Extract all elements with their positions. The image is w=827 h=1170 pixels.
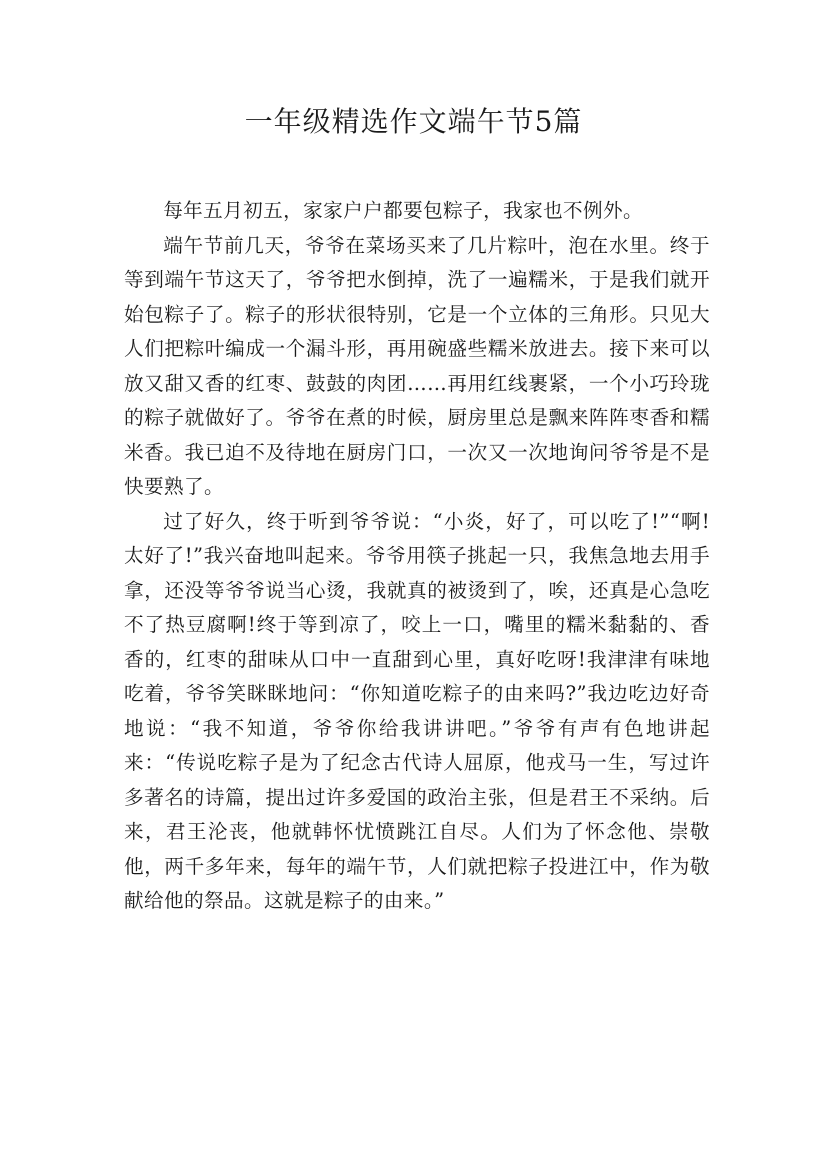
paragraph-3: 过了好久，终于听到爷爷说：“小炎，好了，可以吃了!”“啊!太好了!”我兴奋地叫起来。爷爷用筷子挑起一只，我焦急地去用手拿，还没等爷爷说当心烫，我就真的被烫到了，唉，还真是心急吃不了热豆腐啊!终于等到凉了，咬上一口，嘴里的糯米黏黏的、香香的，红枣的甜味从口中一直甜到心里，真好吃呀!我津津有味地吃着，爷爷笑眯眯地问：“你知道吃粽子的由来吗?”我边吃边好奇地说：“我不知道，爷爷你给我讲讲吧。”爷爷有声有色地讲起来：“传说吃粽子是为了纪念古代诗人屈原，他戎马一生，写过许多著名的诗篇，提出过许多爱国的政治主张，但是君王不采纳。后来，君王沦丧，他就韩怀忧愤跳江自尽。人们为了怀念他、崇敬他，两千多年来，每年的端午节，人们就把粽子投进江中，作为敬献给他的祭品。这就是粽子的由来。” <box>124 509 710 912</box>
paragraph-1: 每年五月初五，家家户户都要包粽子，我家也不例外。 <box>163 199 644 222</box>
paragraph-2: 端午节前几天，爷爷在菜场买来了几片粽叶，泡在水里。终于等到端午节这天了，爷爷把水倒掉，洗了一遍糯米，于是我们就开始包粽子了。粽子的形状很特别，它是一个立体的三角形。只见大人们把粽叶编成一个漏斗形，再用碗盛些糯米放进去。接下来可以放又甜又香的红枣、鼓鼓的肉团……再用红线裹紧，一个小巧玲珑的粽子就做好了。爷爷在煮的时候，厨房里总是飘来阵阵枣香和糯米香。我已迫不及待地在厨房门口，一次又一次地询问爷爷是不是快要熟了。 <box>124 233 710 498</box>
document-title: 一年级精选作文端午节5篇 <box>244 105 583 138</box>
document-body <box>124 194 710 919</box>
